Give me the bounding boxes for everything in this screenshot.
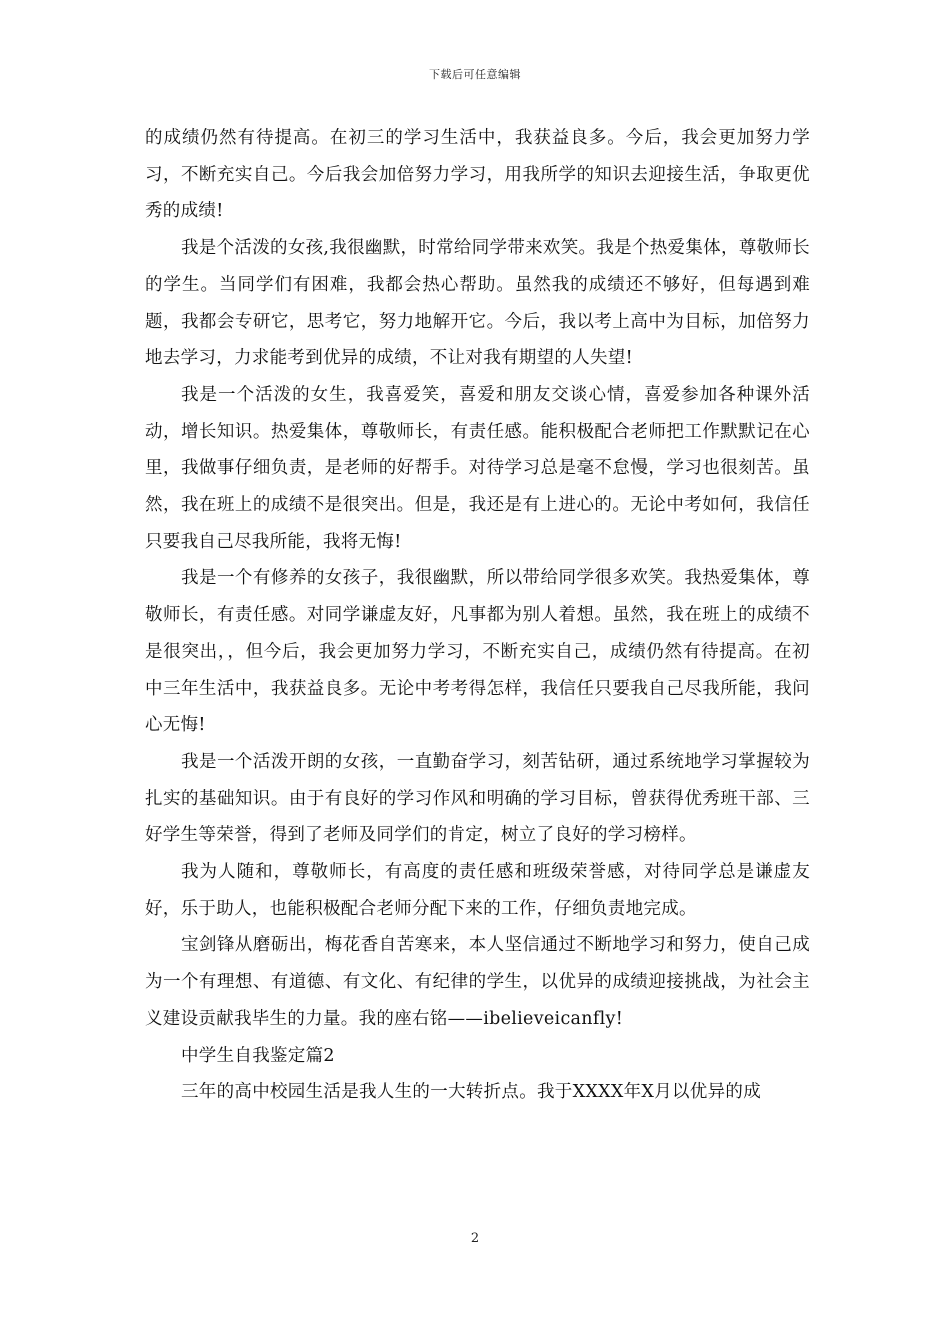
document-body [145,120,810,1111]
paragraph-4: 我是一个有修养的女孩子，我很幽默，所以带给同学很多欢笑。我热爱集体，尊敬师长，有责任感。对同学谦虚友好，凡事都为别人着想。虽然，我在班上的成绩不是很突出，，但今后，我会更加努力学习，不断充实自己，成绩仍然有待提高。在初中三年生活中，我获益良多。无论中考考得怎样，我信任只要我自己尽我所能，我问心无悔! [145,568,810,736]
paragraph-6: 我为人随和，尊敬师长，有高度的责任感和班级荣誉感，对待同学总是谦虚友好，乐于助人，也能积极配合老师分配下来的工作，仔细负责地完成。 [145,862,810,919]
paragraph-9: 三年的高中校园生活是我人生的一大转折点。我于XXXX年X月以优异的成 [181,1082,761,1103]
page-number: 2 [470,1231,480,1246]
paragraph-5: 我是一个活泼开朗的女孩，一直勤奋学习，刻苦钻研，通过系统地学习掌握较为扎实的基础知识。由于有良好的学习作风和明确的学习目标，曾获得优秀班干部、三好学生等荣誉，得到了老师及同学们的肯定，树立了良好的学习榜样。 [145,751,810,846]
paragraph-2: 我是个活泼的女孩,我很幽默，时常给同学带来欢笑。我是个热爱集体，尊敬师长的学生。当同学们有困难，我都会热心帮助。虽然我的成绩还不够好，但每遇到难题，我都会专研它，思考它，努力地解开它。今后，我以考上高中为目标，加倍努力地去学习，力求能考到优异的成绩，不让对我有期望的人失望! [145,238,810,369]
paragraph-3: 我是一个活泼的女生，我喜爱笑，喜爱和朋友交谈心情，喜爱参加各种课外活动，增长知识。热爱集体，尊敬师长，有责任感。能积极配合老师把工作默默记在心里，我做事仔细负责，是老师的好帮手。对待学习总是毫不怠慢，学习也很刻苦。虽然，我在班上的成绩不是很突出。但是，我还是有上进心的。无论中考如何，我信任只要我自己尽我所能，我将无悔! [145,384,810,552]
paragraph-7: 宝剑锋从磨砺出，梅花香自苦寒来，本人坚信通过不断地学习和努力，使自己成为一个有理想、有道德、有文化、有纪律的学生，以优异的成绩迎接挑战，为社会主义建设贡献我毕生的力量。我的座右铭——ibelieveicanfly! [145,935,810,1029]
section-heading: 中学生自我鉴定篇2 [181,1045,335,1066]
paragraph-continuation: 的成绩仍然有待提高。在初三的学习生活中，我获益良多。今后，我会更加努力学习，不断充实自己。今后我会加倍努力学习，用我所学的知识去迎接生活，争取更优秀的成绩! [145,128,810,222]
page-header: 下载后可任意编辑 [429,68,521,81]
